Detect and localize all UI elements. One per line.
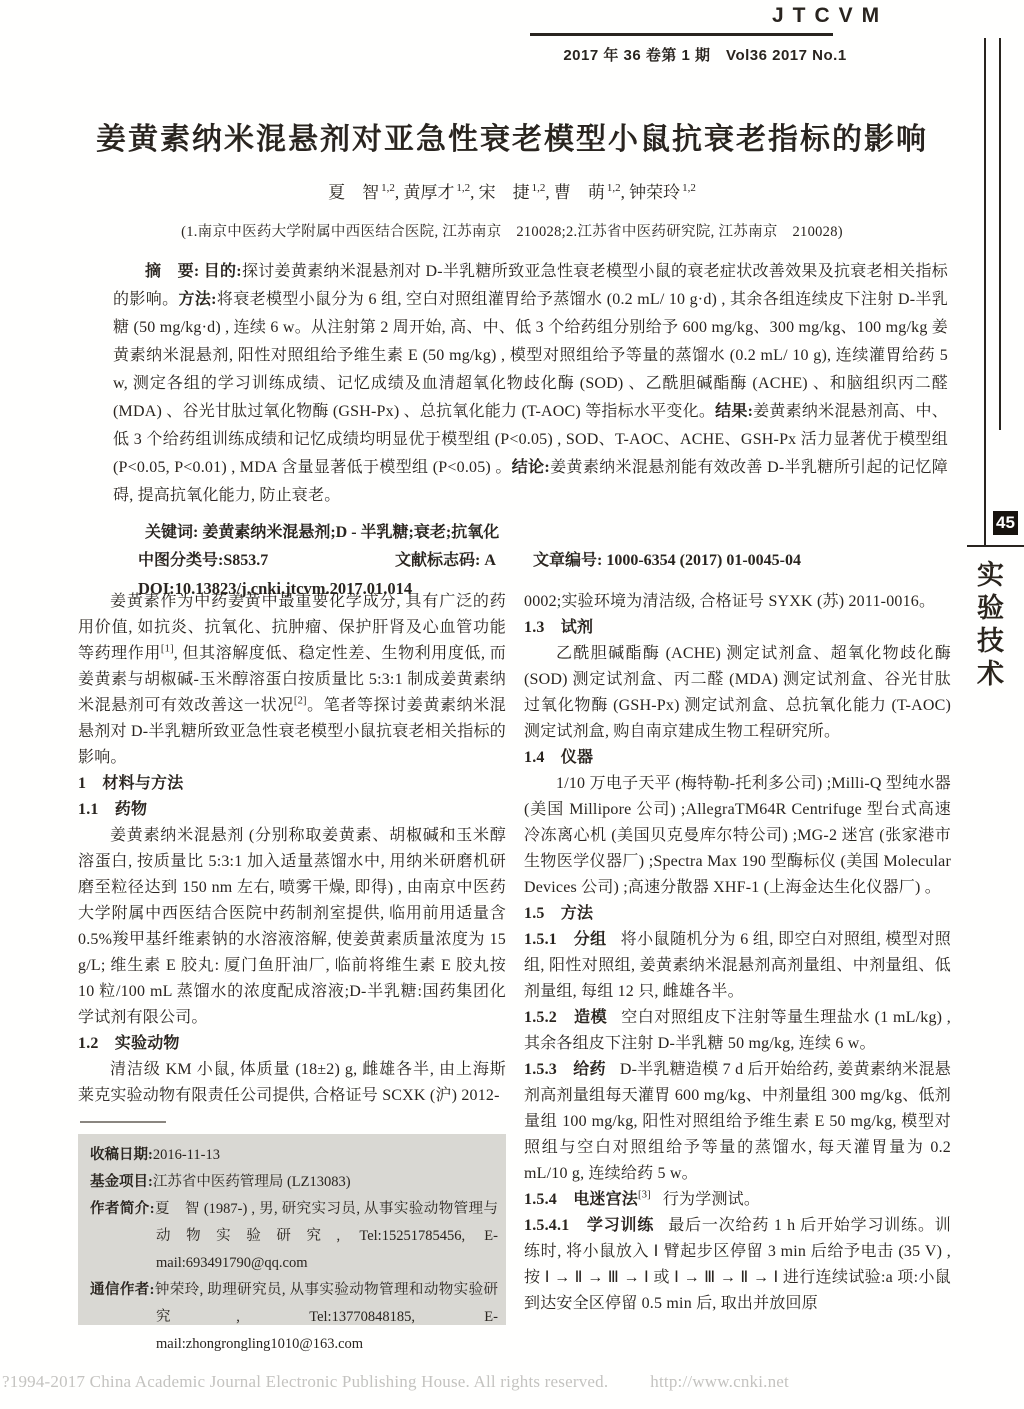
- author: 钟荣玲 $^{1,2}$: [629, 182, 696, 202]
- footnote-entry-received: 收稿日期:2016-11-13: [90, 1147, 220, 1163]
- affiliation: (1.南京中医药大学附属中西医结合医院, 江苏南京 210028;2.江苏省中医药研究院, 江苏南京 210028): [181, 224, 843, 240]
- front-matter: [113, 258, 948, 602]
- grouping-paragraph: 1.5.1 分组 将小鼠随机分为 6 组, 即空白对照组, 模型对照组, 阳性对照组, 姜黄素纳米混悬剂高剂量组、中剂量组、低剂量组, 每组 12 只, 雌雄各半。: [524, 931, 951, 1000]
- clc-entry: 中图分类号:S853.7: [138, 552, 269, 569]
- author-superscript: 1,2: [531, 182, 546, 195]
- objective-text: 探讨姜黄素纳米混悬剂对 D-半乳糖所致亚急性衰老模型小鼠的衰老症状改善效果及抗衰老相关指标的影响。: [113, 263, 948, 308]
- author: 宋 捷 $^{1,2}$,: [478, 182, 554, 202]
- footer: [2, 1372, 1022, 1392]
- footnote-rule: [80, 1121, 166, 1123]
- footnote-box: [78, 1134, 506, 1352]
- modeling-paragraph: 1.5.2 造模 空白对照组皮下注射等量生理盐水 (1 mL/kg) , 其余各组皮下注射 D-半乳糖 50 mg/kg, 连续 6 w。: [524, 1009, 951, 1052]
- training-paragraph: 1.5.4.1 学习训练 最后一次给药 1 h 后开始学习训练。训练时, 将小鼠放入 Ⅰ 臂起步区停留 3 min 后给予电击 (35 V) , 按 Ⅰ → Ⅱ → Ⅲ → Ⅰ 或 Ⅰ → Ⅲ → Ⅱ → Ⅰ 进行连续试验:a 项:小鼠到达安全区停留 0.5 min 后, 取出并放回原: [524, 1217, 951, 1312]
- author: 黄厚才 $^{1,2}$,: [403, 182, 479, 202]
- method-label: 方法:: [178, 291, 217, 308]
- footnote-label: 基金项目:: [90, 1174, 153, 1190]
- author-superscript: 1,2: [456, 182, 471, 195]
- doi-line: DOI:10.13823/j.cnki.jtcvm.2017.01.014: [138, 579, 413, 598]
- citation-ref: [2]: [293, 695, 307, 707]
- author-superscript: 1,2: [381, 182, 395, 195]
- abstract-label: 摘 要:: [145, 263, 204, 280]
- section-heading-method: 1.5 方法: [524, 905, 594, 922]
- journal-logo: JTCVM: [772, 4, 889, 27]
- margin-rule-outer: [984, 38, 986, 547]
- footnote-entry-bio: 作者简介:夏 智 (1987-) , 男, 研究实习员, 从事实验动物管理与动物实验研究, Tel:15251785456, E-mail:693491790@qq.com: [90, 1201, 498, 1271]
- footnote-entry-corresponding: 通信作者:钟荣玲, 助理研究员, 从事实验动物管理和动物实验研究, Tel:13770848185, E-mail:zhongrongling1010@163.com: [90, 1282, 498, 1352]
- run-in-heading: 1.5.3 给药: [524, 1061, 606, 1078]
- section-heading-instrument: 1.4 仪器: [524, 749, 594, 766]
- article-title: 姜黄素纳米混悬剂对亚急性衰老模型小鼠抗衰老指标的影响: [96, 123, 928, 156]
- section-heading-animal: 1.2 实验动物: [78, 1035, 180, 1052]
- footnote-label: 收稿日期:: [90, 1147, 153, 1163]
- header-rule: [530, 33, 833, 36]
- issue-line: 2017 年 36 卷第 1 期 Vol36 2017 No.1: [563, 47, 847, 64]
- section-heading-reagent: 1.3 试剂: [524, 619, 594, 636]
- doc-code-entry: 文献标志码: A: [395, 552, 496, 569]
- footnote-label: 通信作者:: [90, 1282, 155, 1298]
- conclusion-text: 姜黄素纳米混悬剂能有效改善 D-半乳糖所引起的记忆障碍, 提高抗氧化能力, 防止衰老。: [113, 459, 948, 504]
- continued-paragraph: 0002;实验环境为清洁级, 合格证号 SYXK (苏) 2011-0016。: [524, 593, 936, 610]
- results-label: 结果:: [715, 403, 754, 420]
- conclusion-label: 结论:: [511, 459, 550, 476]
- animal-paragraph: 清洁级 KM 小鼠, 体质量 (18±2) g, 雌雄各半, 由上海斯莱克实验动物有限责任公司提供, 合格证号 SCXK (沪) 2012-: [78, 1061, 506, 1104]
- footer-copyright: ?1994-2017 China Academic Journal Electronic Publishing House. All rights reserved.: [2, 1372, 609, 1391]
- author: 曹 萌 $^{1,2}$,: [553, 182, 630, 202]
- right-column: [524, 589, 951, 1317]
- section-heading-methods: 1 材料与方法: [78, 775, 184, 792]
- dosing-paragraph: 1.5.3 给药 D-半乳糖造模 7 d 后开始给药, 姜黄素纳米混悬剂高剂量组每天灌胃 600 mg/kg、中剂量组 300 mg/kg、低剂量组 100 mg/kg, 阳性对照组给予维生素 E 50 mg/kg, 模型对照组与空白对照组给予等量的蒸馏水, 每天灌胃量为 0.2 mL/10 g, 连续给药 5 w。: [524, 1061, 951, 1182]
- method-text: 将衰老模型小鼠分为 6 组, 空白对照组灌胃给予蒸馏水 (0.2 mL/ 10 g·d) , 其余各组连续皮下注射 D-半乳糖 (50 mg/kg·d) , 连续 6 w。从注射第 2 周开始, 高、中、低 3 个给药组分别给予 600 mg/kg、300 mg/kg、100 mg/kg 姜黄素纳米混悬剂, 阳性对照组给予维生素 E (50 mg/kg) , 模型对照组给予等量的蒸馏水 (0.2 mL/ 10 g), 连续灌胃给药 5 w, 测定各组的学习训练成绩、记忆成绩及血清超氧化物歧化酶 (SOD) 、乙酰胆碱酯酶 (ACHE) 、和脑组织丙二醛 (MDA) 、谷光甘肽过氧化物酶 (GSH-Px) 、总抗氧化能力 (T-AOC) 等指标水平变化。: [113, 291, 948, 420]
- authors-line: [75, 178, 949, 203]
- intro-paragraph: 姜黄素作为中药姜黄中最重要化学成分, 具有广泛的药用价值, 如抗炎、抗氧化、抗肿瘤、保护肝肾及心血管功能等药理作用[1], 但其溶解度低、稳定性差、生物利用度低, 而姜黄素与胡椒碱-玉米醇溶蛋白按质量比 5:3:1 制成姜黄素纳米混悬剂可有效改善这一状况[2]。笔者等探讨姜黄素纳米混悬剂对 D-半乳糖所致亚急性衰老模型小鼠抗衰老相关指标的影响。: [78, 593, 506, 766]
- abstract-paragraph: [113, 258, 948, 510]
- margin-horizontal-rule: [967, 545, 1024, 547]
- citation-ref: [3]: [638, 1189, 651, 1201]
- left-column: [78, 589, 506, 1109]
- run-in-heading: 1.5.1 分组: [524, 931, 607, 948]
- page-number-badge: 45: [993, 511, 1018, 535]
- run-in-heading: 1.5.2 造模: [524, 1009, 608, 1026]
- results-text: 姜黄素纳米混悬剂高、中、低 3 个给药组训练成绩和记忆成绩均明显优于模型组 (P<0.05) , SOD、T-AOC、ACHE、GSH-Px 活力显著优于模型组 (P<0.05, P<0.01) , MDA 含量显著低于模型组 (P<0.05) 。: [113, 403, 948, 476]
- margin-rule-inner: [999, 38, 1001, 430]
- footnote-label: 作者简介:: [90, 1201, 155, 1217]
- author: 夏 智 $^{1,2}$,: [328, 182, 404, 202]
- section-heading-drug: 1.1 药物: [78, 801, 148, 818]
- citation-ref: [1]: [160, 643, 174, 655]
- article-id-entry: 文章编号: 1000-6354 (2017) 01-0045-04: [533, 552, 801, 569]
- keywords-line: 关键词: 姜黄素纳米混悬剂;D - 半乳糖;衰老;抗氧化: [145, 524, 500, 541]
- footer-url: http://www.cnki.net: [650, 1372, 789, 1391]
- section-label-vertical: 实验技术: [973, 560, 1003, 692]
- drug-paragraph: 姜黄素纳米混悬剂 (分别称取姜黄素、胡椒碱和玉米醇溶蛋白, 按质量比 5:3:1 加入适量蒸馏水中, 用纳米研磨机研磨至粒径达到 150 nm 左右, 喷雾干燥, 即得) , 由南京中医药大学附属中西医结合医院中药制剂室提供, 临用前用适量含 0.5%羧甲基纤维素钠的水溶液溶解, 使姜黄素质量浓度为 15 g/L; 维生素 E 胶丸: 厦门鱼肝油厂, 临前将维生素 E 胶丸按 10 粒/100 mL 蒸馏水的浓度配成溶液;D-半乳糖:国药集团化学试剂有限公司。: [78, 827, 506, 1026]
- author-superscript: 1,2: [682, 182, 696, 195]
- meta-line: [113, 548, 948, 574]
- author-superscript: 1,2: [606, 182, 621, 195]
- objective-label: 目的:: [203, 263, 242, 280]
- run-in-heading: 1.5.4.1 学习训练: [524, 1217, 655, 1234]
- reagent-paragraph: 乙酰胆碱酯酶 (ACHE) 测定试剂盒、超氧化物歧化酶 (SOD) 测定试剂盒、丙二醛 (MDA) 测定试剂盒、谷光甘肽过氧化物酶 (GSH-Px) 测定试剂盒、总抗氧化能力 (T-AOC) 测定试剂盒, 购自南京建成生物工程研究所。: [524, 645, 951, 740]
- maze-paragraph: 1.5.4 电迷宫法[3] 行为学测试。: [524, 1189, 761, 1208]
- instrument-paragraph: 1/10 万电子天平 (梅特勒-托利多公司) ;Milli-Q 型纯水器 (美国 Millipore 公司) ;AllegraTM64R Centrifuge 型台式高速冷冻离心机 (美国贝克曼库尔特公司) ;MG-2 迷宫 (张家港市生物医学仪器厂) ;Spectra Max 190 型酶标仪 (美国 Molecular Devices 公司) ;高速分散器 XHF-1 (上海金达生化仪器厂) 。: [524, 775, 951, 896]
- run-in-heading: 1.5.4 电迷宫法: [524, 1191, 639, 1208]
- footnote-entry-fund: 基金项目:江苏省中医药管理局 (LZ13083): [90, 1174, 351, 1190]
